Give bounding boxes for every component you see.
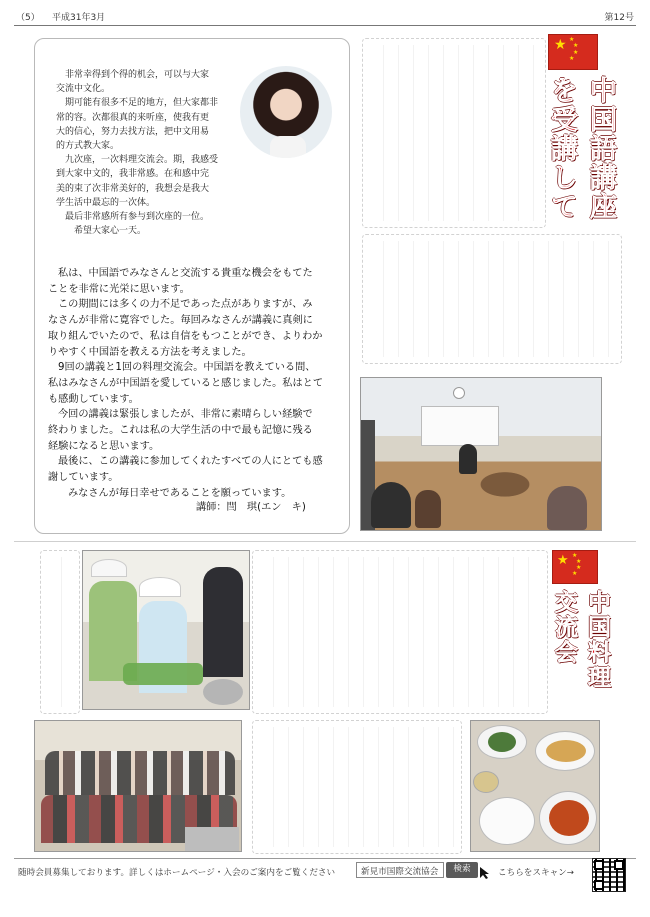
membership-notice: 随時会員募集しております。詳しくはホームページ・入会のご案内をご覧ください <box>18 868 336 878</box>
search-box[interactable] <box>356 862 444 878</box>
article2-body-left <box>40 550 80 714</box>
article2-body-upper <box>252 550 548 714</box>
cooking-photo <box>82 550 250 710</box>
section-divider <box>14 541 636 542</box>
header-divider <box>14 25 636 26</box>
qr-code-icon[interactable] <box>592 858 626 892</box>
search-query: 新見市国際交流協会 <box>361 867 439 877</box>
article2-body-lower <box>252 720 462 854</box>
article1-body-lower <box>362 234 622 364</box>
teacher-signature: 講師：閆 琪(エン キ) <box>196 502 306 513</box>
article1-body-upper <box>362 38 546 228</box>
scan-prompt: こちらをスキャン→ <box>498 868 574 878</box>
search-button[interactable]: 検索 <box>446 862 478 878</box>
teacher-portrait-photo <box>240 66 332 158</box>
page-number: （5） <box>16 13 40 23</box>
cursor-arrow-icon <box>478 866 492 880</box>
japanese-message: 私は、中国語でみなさんと交流する貴重な機会をもてた ことを非常に光栄に思います。 この期間には多くの力不足であった点がありますが、み なさんが非常に寛容でした。毎回みなさんが講義に真剣に 取り組んでいたので、私は自信をもつことができ、よりわか りやすく中国語を教える方法を考えました。 9回の講義と1回の料理交流会。中国語を教えている間、 私はみなさんが中国語を愛していると感じました。私はとて も感動しています。 今回の講義は緊張しましたが、非常に素晴らしい経験で 終わりました。これは私の大学生活の中で最も記憶に残る 経験になると思います。 最後に、この講義に参加してくれたすべての人にとても感 謝しています。 みなさんが毎日幸せであることを願っています。 <box>48 268 324 499</box>
article1-heading: 中国語講座を受講して <box>546 76 616 221</box>
article2-heading: 中国料理交流会 <box>551 590 610 690</box>
food-photo <box>470 720 600 852</box>
chinese-message: 非常幸得到个得的机会，可以与大家 交流中文化。 期可能有很多不足的地方，但大家都非 常的容。次都很真的来听座，使我有更 大的信心，努力去找方法，把中文用易 的方式教大家。 九次座，一次料理交流会。期，我感受 到大家中文的，我非常感。在和感中完 美的束了次非常美好的，我想会是我大 学生活中最忘的一次体。 最后非常感所有参与到次座的一位。 希望大家心一天。 <box>56 70 219 237</box>
footer-divider <box>14 858 636 859</box>
classroom-photo <box>360 377 602 531</box>
issue-number: 第12号 <box>604 13 634 23</box>
group-photo <box>34 720 242 852</box>
china-flag-icon: ★ ★ ★ ★ ★ <box>552 550 598 584</box>
issue-date: 平成31年3月 <box>52 13 106 23</box>
china-flag-icon: ★ ★ ★ ★ ★ <box>548 34 598 70</box>
